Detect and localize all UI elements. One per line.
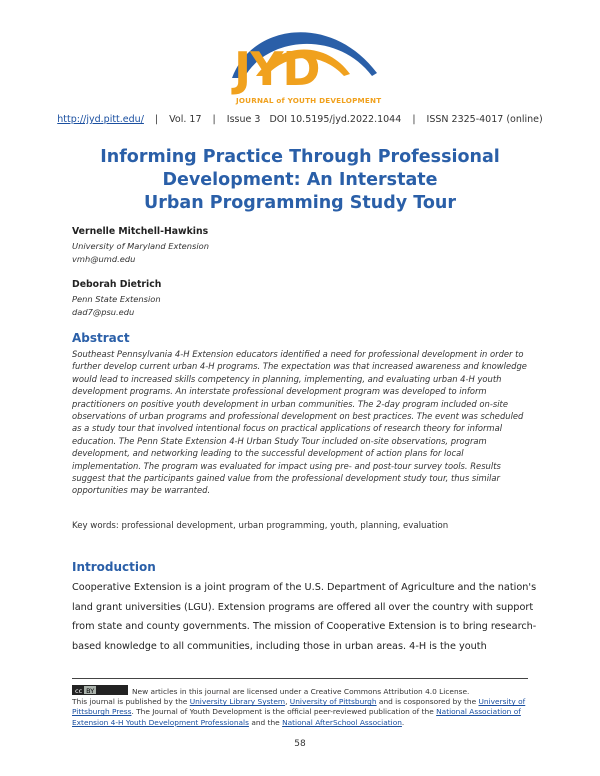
footer-divider [72,678,528,679]
title-line-2: Development: An Interstate [162,170,438,190]
uls-link[interactable]: University Library System [189,697,286,707]
issue: Issue 3 [226,114,261,125]
press-link[interactable]: University of Pittsburgh Press [72,697,526,717]
author-affiliation: Penn State Extension [72,294,161,304]
introduction-heading: Introduction [72,560,156,574]
doi: DOI 10.5195/jyd.2022.1044 [269,114,402,125]
author-email: vmh@umd.edu [72,254,136,264]
journal-url-link[interactable]: http://jyd.pitt.edu/ [57,114,144,125]
logo-letters: JYD [234,42,320,96]
abstract-heading: Abstract [72,331,130,345]
article-title [80,146,520,215]
logo-subtitle: JOURNAL of YOUTH DEVELOPMENT [236,96,382,105]
cc-by-license-icon[interactable] [72,685,128,695]
page-number: 58 [294,739,306,749]
title-line-3: Urban Programming Study Tour [144,193,456,213]
author-block-2 [72,279,161,319]
issn: ISSN 2325-4017 (online) [426,114,543,125]
journal-meta-line: http://jyd.pitt.edu/ | Vol. 17 | Issue 3 DOI 10.5195/jyd.2022.1044 | ISSN 2325-4017 (online) [57,114,543,125]
title-line-1: Informing Practice Through Professional [100,147,500,167]
naa-link[interactable]: National AfterSchool Association [282,717,402,727]
volume: Vol. 17 [169,114,202,125]
cc-badge-right: BY [86,687,95,695]
abstract-body: Southeast Pennsylvania 4-H Extension educators identified a need for professional development in order to further develop current urban 4-H programs. The expectation was that increased awareness and knowledge would lead to increased skills competency in planning, implementing, and evaluating urban 4-H youth development programs. An interstate professional development program was developed to inform practitioners on positive youth development in urban communities. The 2-day program included on-site observations of urban programs and professional development on best practices. The event was scheduled as a study tour that involved intentional focus on practical applications of research theory for informal education. The Penn State Extension 4-H Urban Study Tour included on-site observations, program development, and networking leading to the successful development of action plans for local implementation. The program was evaluated for impact using pre- and post-tour survey tools. Results suggest that the participants gained value from the professional development study tour, thus similar opportunities may be warranted. [72,349,527,496]
pitt-link[interactable]: University of Pittsburgh [289,697,377,707]
introduction-body: Cooperative Extension is a joint program of the U.S. Department of Agriculture and the nation's land grant universities (LGU). Extension programs are offered all over the country with support from state and county governments. The mission of Cooperative Extension is to bring research-based knowledge to all communities, including those in urban areas. 4-H is the youth [72,582,537,652]
author-name: Deborah Dietrich [72,279,162,290]
author-email: dad7@psu.edu [72,307,135,317]
cc-badge-left: cc [75,687,83,695]
keywords: Key words: professional development, urban programming, youth, planning, evaluation [72,521,449,531]
author-block-1 [72,226,209,266]
publisher-text: This journal is published by the University Library System, University of Pittsburgh and is cosponsored by the University of Pittsburgh Press. The Journal of Youth Development is the official peer-reviewed publication of the National Association of Extension 4-H Youth Development Professionals and the National AfterSchool Association. [72,697,526,727]
nae4h-link[interactable]: National Association of Extension 4-H Youth Development Professionals [72,707,521,727]
license-line [72,685,534,697]
author-affiliation: University of Maryland Extension [72,241,209,251]
license-footer [72,685,534,728]
author-name: Vernelle Mitchell-Hawkins [72,226,209,237]
license-text: New articles in this journal are licensed under a Creative Commons Attribution 4.0 License. [132,687,470,696]
journal-logo [222,18,382,113]
